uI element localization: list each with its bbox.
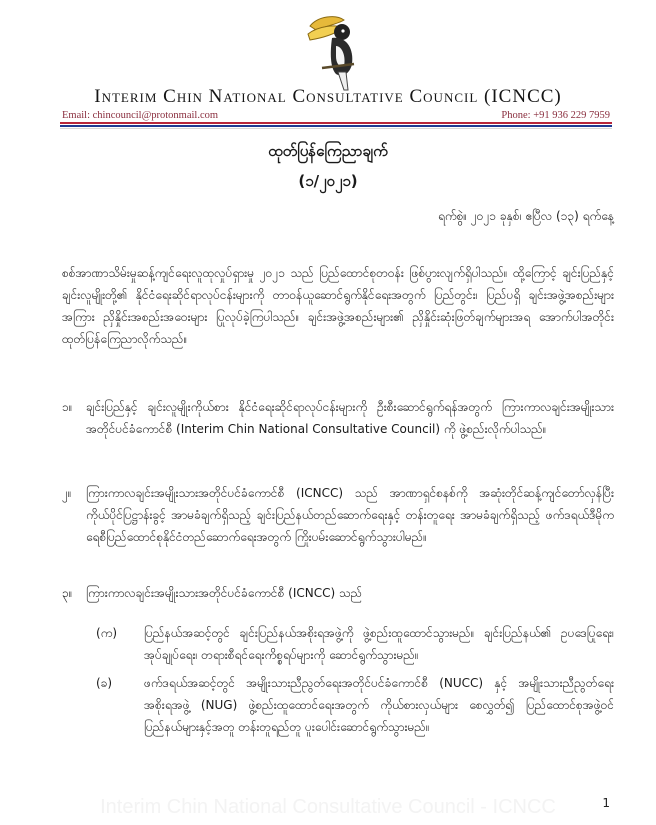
page-number: 1: [602, 796, 610, 810]
contact-phone: Phone: +91 936 229 7959: [501, 110, 610, 121]
item-number: ၃။: [62, 586, 73, 600]
document-date: ရက်စွဲ။ ၂၀၂၁ ခုနှစ်၊ ဧပြီလ (၁၃) ရက်နေ့: [437, 209, 614, 223]
item-text: ချင်းပြည်နှင့် ချင်းလူမျိုးကိုယ်စား နိုင်ငံရေးဆိုင်ရာလုပ်ငန်းများကို ဦးစီးဆောင်ရွက်ရန်အတွက် ကြားကာလချင်းအမျိုးသားအတိုင်ပင်ခံကောင်စီ (Interim Chin National Consultative Council) ကို ဖွဲ့စည်းလိုက်ပါသည်။: [86, 400, 614, 436]
hornbill-logo-icon: [296, 12, 362, 92]
numbered-item-2: [62, 482, 614, 548]
document-number: (၁/၂၀၂၁): [298, 172, 358, 190]
header-rule-grey: [60, 128, 612, 129]
item-number: ၂။: [62, 486, 72, 500]
numbered-item-3: [62, 582, 614, 604]
document-title: ထုတ်ပြန်ကြေညာချက်: [268, 142, 388, 160]
sub-item-ka: [88, 622, 614, 666]
item-text: ကြားကာလချင်းအမျိုးသားအတိုင်ပင်ခံကောင်စီ (ICNCC) သည် အာဏာရှင်စနစ်ကို အဆုံးတိုင်ဆန့်ကျင်တော်လှန်ပြီး ကိုယ်ပိုင်ပြဋ္ဌာန်းခွင့် အာမခံချက်ရှိသည့် ချင်းပြည်နယ်တည်ဆောက်ရေးနှင့် တန်းတူရေး အာမခံချက်ရှိသည့် ဖက်ဒရယ်ဒီမိုကရေစီပြည်ထောင်စုနိုင်ငံတည်ဆောက်ရေးအတွက် ကြိုးပမ်းဆောင်ရွက်သွားပါမည်။: [86, 486, 614, 544]
sub-item-text: ပြည်နယ်အဆင့်တွင် ချင်းပြည်နယ်အစိုးရအဖွဲ့ကို ဖွဲ့စည်းထူထောင်သွားမည်။ ချင်းပြည်နယ်၏ ဥပဒေပြုရေး၊ အုပ်ချုပ်ရေး၊ တရားစီရင်ရေးကိစ္စရပ်များကို ဆောင်ရွက်သွားမည်။: [144, 626, 614, 662]
intro-paragraph: စစ်အာဏာသိမ်းမှုဆန့်ကျင်ရေးလူထုလှုပ်ရှားမှု ၂၀၂၁ သည် ပြည်ထောင်စုတဝန်း ဖြစ်ပွားလျက်ရှိပါသည်။ ထို့ကြောင့် ချင်းပြည်နှင့် ချင်းလူမျိုးတို့၏ နိုင်ငံရေးဆိုင်ရာလုပ်ငန်းများကို တာဝန်ယူဆောင်ရွက်နိုင်ရေးအတွက် ပြည်တွင်း၊ ပြည်ပရှိ ချင်းအဖွဲ့အစည်းများအကြား ညှိနှိုင်းအစည်းအဝေးများ ပြုလုပ်ခဲ့ကြပါသည်။ ချင်းအဖွဲ့အစည်းများ၏ ညှိနှိုင်းဆုံးဖြတ်ချက်များအရ အောက်ပါအတိုင်း ထုတ်ပြန်ကြေညာလိုက်သည်။: [62, 266, 614, 346]
header-rule-red: [60, 122, 612, 124]
header-rule-blue: [60, 125, 612, 127]
footer-watermark: Interim Chin National Consultative Council - ICNCC: [100, 796, 556, 818]
numbered-item-1: [62, 396, 614, 440]
contact-email: Email: chincouncil@protonmail.com: [62, 110, 219, 121]
sub-item-label: (ခ): [96, 676, 113, 690]
item-text: ကြားကာလချင်းအမျိုးသားအတိုင်ပင်ခံကောင်စီ (ICNCC) သည်: [86, 586, 363, 600]
organization-name: Interim Chin National Consultative Council (ICNCC): [94, 86, 562, 107]
sub-item-label: (က): [96, 626, 118, 640]
sub-item-text: ဖက်ဒရယ်အဆင့်တွင် အမျိုးသားညီညွတ်ရေးအတိုင်ပင်ခံကောင်စီ (NUCC) နှင့် အမျိုးသားညီညွတ်ရေးအစိုးရအဖွဲ့ (NUG) ဖွဲ့စည်းထူထောင်ရေးအတွက် ကိုယ်စားလှယ်များ စေလွှတ်၍ ပြည်ထောင်စုအဖွဲ့ဝင်ပြည်နယ်များနှင့်အတူ တန်းတူရည်တူ ပူးပေါင်းဆောင်ရွက်သွားမည်။: [144, 676, 614, 734]
sub-item-kha: [88, 672, 614, 738]
item-number: ၁။: [62, 400, 73, 414]
